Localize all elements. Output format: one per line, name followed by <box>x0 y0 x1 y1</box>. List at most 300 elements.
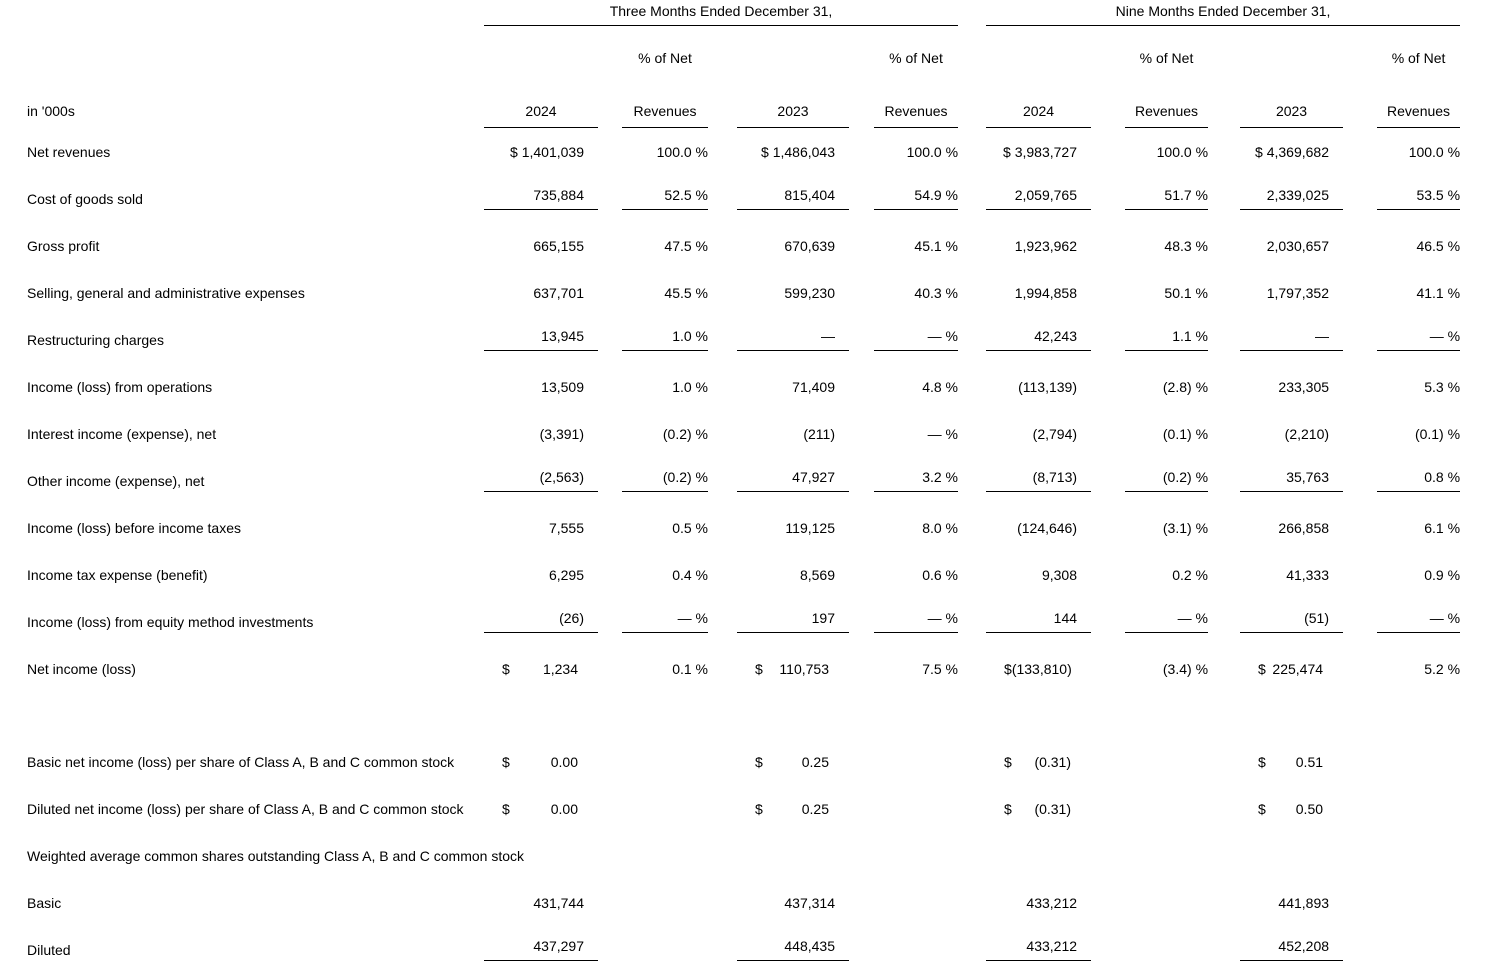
currency-symbol: $ <box>1004 753 1012 770</box>
cell-value: 9,308 <box>1041 566 1078 583</box>
table-body <box>0 128 1460 973</box>
cell-value: 13,509 <box>541 378 584 395</box>
value-cell <box>1208 363 1343 410</box>
cell-value: 0.1 % <box>672 660 708 677</box>
cell-value: 0.8 % <box>1424 469 1461 485</box>
cell-value: 197 <box>811 610 835 626</box>
cell-value: — <box>821 328 835 344</box>
row-label: Other income (expense), net <box>27 472 205 489</box>
cell-value: (2.8) % <box>1162 378 1209 395</box>
cell-value: 45.1 % <box>914 237 959 254</box>
table-row <box>0 504 1460 551</box>
cell-value: (0.1) % <box>1162 425 1209 442</box>
cell-value: 8,569 <box>799 566 835 583</box>
value-cell <box>849 316 958 363</box>
cell-value: 41.1 % <box>1416 284 1461 301</box>
value-cell <box>458 363 598 410</box>
cell-value: 100.0 % <box>656 143 708 160</box>
cell-value: 0.5 % <box>672 519 708 536</box>
row-label: Income tax expense (benefit) <box>27 566 208 583</box>
table-row <box>0 785 1460 832</box>
cell-value: 0.4 % <box>672 566 708 583</box>
row-label: Gross profit <box>27 237 100 254</box>
value-cell <box>598 598 708 645</box>
value-cell <box>598 457 708 504</box>
value-cell <box>1208 645 1343 692</box>
cell-value: (3.4) % <box>1162 660 1209 677</box>
col-header-label: 2024 <box>986 103 1091 128</box>
cell-value: 53.5 % <box>1416 187 1461 203</box>
value-cell <box>458 457 598 504</box>
cell-value: 0.25 <box>801 753 829 770</box>
value-cell <box>1091 269 1208 316</box>
value-cell <box>708 598 849 645</box>
value-cell <box>958 363 1091 410</box>
value-cell <box>1208 269 1343 316</box>
cell-value: — % <box>927 328 959 344</box>
cell-value: 0.00 <box>550 753 578 770</box>
col-header <box>598 71 708 128</box>
cell-value: 735,884 <box>533 187 584 203</box>
cell-value: 433,212 <box>1026 894 1078 911</box>
value-cell <box>708 269 849 316</box>
cell-value: (3.1) % <box>1162 519 1209 536</box>
col-header-label: Revenues <box>1125 103 1208 128</box>
cell-value: (26) <box>559 610 584 626</box>
value-cell <box>458 504 598 551</box>
cell-value: 6,295 <box>548 566 584 583</box>
value-cell <box>598 410 708 457</box>
cell-value: 815,404 <box>784 187 835 203</box>
cell-value: 1,797,352 <box>1266 284 1330 301</box>
table-row <box>0 926 1460 973</box>
cell-value: 1,994,858 <box>1014 284 1078 301</box>
cell-value: (0.31) <box>1034 800 1072 817</box>
table-row <box>0 457 1460 504</box>
col-header <box>1343 71 1460 128</box>
cell-value: (211) <box>803 425 835 442</box>
cell-value: $ 1,401,039 <box>510 143 584 160</box>
cell-value: (0.31) <box>1034 753 1072 770</box>
value-cell <box>458 175 598 222</box>
value-cell <box>1208 128 1343 175</box>
currency-symbol: $ <box>502 660 510 677</box>
table-row <box>0 832 1460 879</box>
cell-value: 0.2 % <box>1172 566 1209 583</box>
cell-value: 2,059,765 <box>1014 187 1078 203</box>
subhead-spacer <box>1208 26 1343 71</box>
value-cell <box>1343 457 1460 504</box>
cell-value: 52.5 % <box>664 187 708 203</box>
value-cell <box>849 175 958 222</box>
value-cell <box>1343 410 1460 457</box>
value-cell <box>1208 457 1343 504</box>
value-cell <box>1091 222 1208 269</box>
row-label: Selling, general and administrative expenses <box>27 284 305 301</box>
cell-value: 0.6 % <box>922 566 959 583</box>
col-header-label: 2023 <box>1240 103 1343 128</box>
cell-value: 4.8 % <box>922 378 959 395</box>
value-cell <box>849 222 958 269</box>
cell-value: (0.2) % <box>662 469 708 485</box>
value-cell <box>1208 410 1343 457</box>
value-cell <box>1343 222 1460 269</box>
cell-value: — <box>1315 328 1330 344</box>
cell-value: (2,794) <box>1032 425 1078 442</box>
cell-value: 7,555 <box>548 519 584 536</box>
value-cell <box>458 128 598 175</box>
value-cell <box>458 410 598 457</box>
row-label: Income (loss) from equity method investments <box>27 613 314 630</box>
value-cell <box>1208 738 1343 785</box>
table-row <box>0 879 1460 926</box>
value-cell <box>958 504 1091 551</box>
cell-value: — % <box>1177 610 1209 626</box>
cell-value: 433,212 <box>1026 938 1078 954</box>
value-cell <box>1343 128 1460 175</box>
value-cell <box>958 128 1091 175</box>
value-cell <box>598 551 708 598</box>
col-header-label: 2023 <box>737 103 849 128</box>
subhead-spacer <box>0 26 458 71</box>
value-cell <box>849 457 958 504</box>
value-cell <box>1091 551 1208 598</box>
row-label: Interest income (expense), net <box>27 425 217 442</box>
value-cell <box>849 504 958 551</box>
value-cell <box>708 316 849 363</box>
col-header-label: 2024 <box>484 103 598 128</box>
value-cell <box>708 175 849 222</box>
value-cell <box>849 738 958 785</box>
value-cell <box>1343 175 1460 222</box>
value-cell <box>849 410 958 457</box>
cell-value: $ 3,983,727 <box>1003 143 1078 160</box>
cell-value: 1.1 % <box>1172 328 1209 344</box>
value-cell <box>1091 363 1208 410</box>
value-cell <box>1343 316 1460 363</box>
value-cell <box>1343 645 1460 692</box>
value-cell <box>1343 269 1460 316</box>
value-cell <box>1091 175 1208 222</box>
cell-value: — % <box>1429 328 1461 344</box>
cell-value: 100.0 % <box>1408 143 1461 160</box>
value-cell <box>598 316 708 363</box>
value-cell <box>958 879 1091 926</box>
cell-value: 54.9 % <box>914 187 959 203</box>
value-cell <box>1208 222 1343 269</box>
value-cell <box>958 645 1091 692</box>
table-row <box>0 175 1460 222</box>
value-cell <box>958 457 1091 504</box>
row-label: Restructuring charges <box>27 331 164 348</box>
col-header-label: Revenues <box>874 103 958 128</box>
value-cell <box>1208 879 1343 926</box>
cell-value: 110,753 <box>779 660 829 677</box>
table-row <box>0 269 1460 316</box>
value-cell <box>958 926 1091 973</box>
value-cell <box>708 128 849 175</box>
value-cell <box>1091 738 1208 785</box>
cell-value: (0.2) % <box>1162 469 1209 485</box>
cell-value: $ 1,486,043 <box>761 143 835 160</box>
value-cell <box>458 879 598 926</box>
col-header <box>849 71 958 128</box>
column-header-row <box>0 71 1460 128</box>
currency-symbol: $ <box>1258 800 1266 817</box>
col-header <box>1208 71 1343 128</box>
value-cell <box>708 879 849 926</box>
value-cell <box>849 598 958 645</box>
cell-value: 46.5 % <box>1416 237 1461 254</box>
cell-value: 45.5 % <box>664 284 708 301</box>
group-header-nine-months <box>958 0 1460 26</box>
subhead-spacer <box>458 26 598 71</box>
pct-of-net-row <box>0 26 1460 71</box>
value-cell <box>1091 879 1208 926</box>
pct-of-net-label: % of Net <box>1139 50 1194 66</box>
col-header <box>958 71 1091 128</box>
cell-value: 41,333 <box>1286 566 1330 583</box>
cell-value: 0.25 <box>801 800 829 817</box>
value-cell <box>1091 645 1208 692</box>
value-cell <box>598 504 708 551</box>
cell-value: 437,297 <box>533 938 584 954</box>
cell-value: — % <box>677 610 708 626</box>
value-cell <box>708 738 849 785</box>
cell-value: (0.2) % <box>662 425 708 442</box>
value-cell <box>1343 504 1460 551</box>
cell-value: $ 4,369,682 <box>1255 143 1330 160</box>
value-cell <box>458 926 598 973</box>
value-cell <box>849 879 958 926</box>
col-header <box>1091 71 1208 128</box>
col-header <box>458 71 598 128</box>
value-cell <box>1091 504 1208 551</box>
cell-value: 5.3 % <box>1424 378 1461 395</box>
table-row <box>0 128 1460 175</box>
pct-of-net-label: % of Net <box>889 50 943 66</box>
cell-value: 225,474 <box>1272 660 1324 677</box>
value-cell <box>598 785 708 832</box>
cell-value: 665,155 <box>533 237 584 254</box>
value-cell <box>1091 457 1208 504</box>
value-cell <box>958 410 1091 457</box>
cell-value: 5.2 % <box>1424 660 1461 677</box>
value-cell <box>849 269 958 316</box>
period-group-header-row <box>0 0 1460 26</box>
cell-value: (3,391) <box>539 425 584 442</box>
cell-value: 670,639 <box>784 237 835 254</box>
cell-value: 637,701 <box>533 284 584 301</box>
value-cell <box>1208 175 1343 222</box>
cell-value: 0.50 <box>1295 800 1324 817</box>
table-row <box>0 316 1460 363</box>
currency-symbol: $ <box>1258 660 1266 677</box>
value-cell <box>849 363 958 410</box>
value-cell <box>598 222 708 269</box>
value-cell <box>458 645 598 692</box>
currency-symbol: $ <box>1004 800 1012 817</box>
cell-value: 40.3 % <box>914 284 959 301</box>
cell-value: 50.1 % <box>1164 284 1209 301</box>
cell-value: (133,810) <box>1011 660 1072 677</box>
spacer-row <box>0 692 1460 738</box>
cell-value: 3.2 % <box>922 469 959 485</box>
value-cell <box>1208 551 1343 598</box>
col-header <box>708 71 849 128</box>
value-cell <box>849 785 958 832</box>
value-cell <box>708 457 849 504</box>
row-label: Weighted average common shares outstanding Class A, B and C common stock <box>27 847 524 864</box>
row-label: Basic <box>27 894 62 911</box>
cell-value: 47.5 % <box>664 237 708 254</box>
cell-value: 2,030,657 <box>1266 237 1330 254</box>
value-cell <box>958 785 1091 832</box>
value-cell <box>458 598 598 645</box>
row-label: Diluted net income (loss) per share of Class A, B and C common stock <box>27 800 464 817</box>
cell-value: 437,314 <box>784 894 835 911</box>
cell-value: 1.0 % <box>672 328 708 344</box>
table-row <box>0 410 1460 457</box>
value-cell <box>958 598 1091 645</box>
cell-value: 0.00 <box>550 800 578 817</box>
row-label: Cost of goods sold <box>27 190 143 207</box>
table-row <box>0 222 1460 269</box>
table-head <box>0 0 1460 128</box>
subhead-spacer <box>958 26 1091 71</box>
value-cell <box>1091 410 1208 457</box>
period-group-label: Three Months Ended December 31, <box>484 3 958 26</box>
cell-value: 431,744 <box>533 894 584 911</box>
value-cell <box>1208 785 1343 832</box>
value-cell <box>708 504 849 551</box>
cell-value: 452,208 <box>1278 938 1330 954</box>
period-group-label: Nine Months Ended December 31, <box>986 3 1460 26</box>
table-row <box>0 645 1460 692</box>
value-cell <box>458 316 598 363</box>
cell-value: 0.51 <box>1295 753 1324 770</box>
row-label: Basic net income (loss) per share of Class A, B and C common stock <box>27 753 455 770</box>
cell-value: 1,234 <box>542 660 578 677</box>
value-cell <box>849 551 958 598</box>
cell-value: 42,243 <box>1034 328 1078 344</box>
cell-value: 441,893 <box>1278 894 1330 911</box>
cell-value: 100.0 % <box>1156 143 1209 160</box>
cell-value: (2,210) <box>1284 425 1330 442</box>
value-cell <box>958 222 1091 269</box>
value-cell <box>1343 598 1460 645</box>
group-header-three-months <box>458 0 958 26</box>
cell-value: 233,305 <box>1278 378 1330 395</box>
cell-value: 71,409 <box>792 378 835 395</box>
value-cell <box>708 363 849 410</box>
cell-value: (113,139) <box>1018 378 1078 395</box>
cell-value: 47,927 <box>792 469 835 485</box>
value-cell <box>458 551 598 598</box>
currency-symbol: $ <box>755 660 763 677</box>
value-cell <box>1343 363 1460 410</box>
value-cell <box>708 645 849 692</box>
value-cell <box>598 879 708 926</box>
row-label: Income (loss) before income taxes <box>27 519 241 536</box>
cell-value: 13,945 <box>541 328 584 344</box>
value-cell <box>458 738 598 785</box>
cell-value: 51.7 % <box>1164 187 1209 203</box>
cell-value: (2,563) <box>539 469 584 485</box>
currency-symbol: $ <box>1258 753 1266 770</box>
cell-value: 0.9 % <box>1424 566 1461 583</box>
currency-symbol: $ <box>755 753 763 770</box>
cell-value: 8.0 % <box>922 519 959 536</box>
cell-value: 1.0 % <box>672 378 708 395</box>
row-label: Diluted <box>27 941 71 958</box>
cell-value: 48.3 % <box>1164 237 1209 254</box>
value-cell <box>598 175 708 222</box>
value-cell <box>708 785 849 832</box>
cell-value: (124,646) <box>1017 519 1078 536</box>
cell-value: 144 <box>1053 610 1078 626</box>
cell-value: 100.0 % <box>906 143 959 160</box>
currency-symbol: $ <box>755 800 763 817</box>
value-cell <box>458 269 598 316</box>
row-label: Net income (loss) <box>27 660 136 677</box>
spacer-cell <box>0 692 1460 738</box>
value-cell <box>598 363 708 410</box>
value-cell <box>849 926 958 973</box>
value-cell <box>458 785 598 832</box>
value-cell <box>958 551 1091 598</box>
col-header-label: Revenues <box>622 103 708 128</box>
table-row <box>0 598 1460 645</box>
value-cell <box>1208 316 1343 363</box>
value-cell <box>1343 551 1460 598</box>
value-cell <box>849 128 958 175</box>
table-row <box>0 363 1460 410</box>
value-cell <box>1343 879 1460 926</box>
group-header-spacer <box>0 0 458 26</box>
value-cell <box>708 410 849 457</box>
cell-value: 266,858 <box>1278 519 1330 536</box>
value-cell <box>958 738 1091 785</box>
pct-of-net-label: % of Net <box>638 50 692 66</box>
value-cell <box>1343 785 1460 832</box>
value-cell <box>1091 926 1208 973</box>
value-cell <box>958 316 1091 363</box>
unit-label: in '000s <box>27 103 75 119</box>
subhead-spacer <box>708 26 849 71</box>
value-cell <box>1343 738 1460 785</box>
cell-value: — % <box>927 610 959 626</box>
value-cell <box>598 645 708 692</box>
value-cell <box>1091 128 1208 175</box>
value-cell <box>958 269 1091 316</box>
value-cell <box>708 926 849 973</box>
row-label: Income (loss) from operations <box>27 378 213 395</box>
col-header-label: Revenues <box>1377 103 1460 128</box>
cell-value: 35,763 <box>1286 469 1330 485</box>
value-cell <box>1343 926 1460 973</box>
cell-value: (51) <box>1304 610 1330 626</box>
value-cell <box>1208 504 1343 551</box>
value-cell <box>1091 598 1208 645</box>
currency-symbol: $ <box>502 753 510 770</box>
cell-value: — % <box>927 425 959 442</box>
currency-symbol: $ <box>502 800 510 817</box>
cell-value: (0.1) % <box>1414 425 1461 442</box>
cell-value: (8,713) <box>1032 469 1078 485</box>
value-cell <box>708 551 849 598</box>
cell-value: 7.5 % <box>922 660 959 677</box>
